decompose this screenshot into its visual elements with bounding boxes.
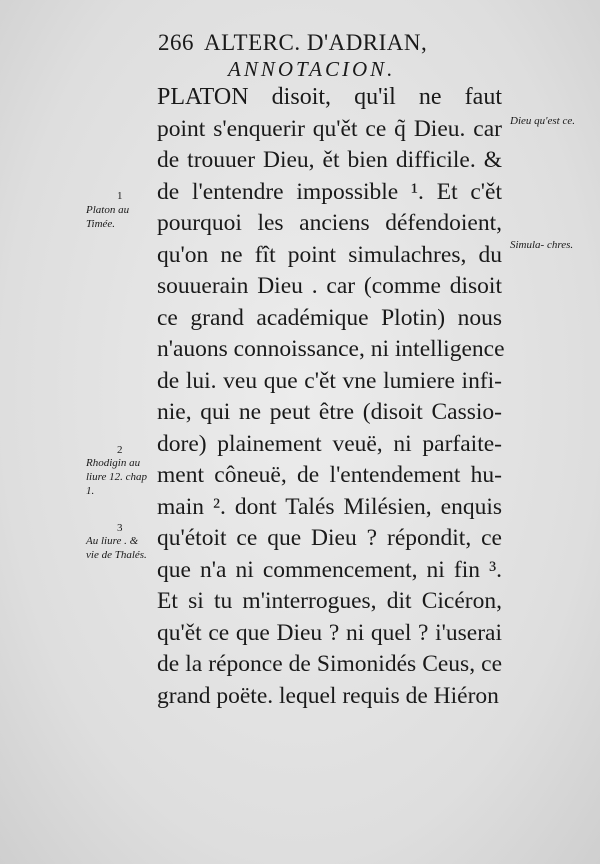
margin-note-left: Platon au Timée.: [86, 204, 130, 230]
text-line: de lui. veu que c'ět vne lumiere infi-: [157, 367, 502, 394]
note-number: 2: [117, 444, 123, 456]
text-line: PLATON disoit, qu'il ne faut: [157, 84, 502, 110]
text-line: nie, qui ne peut être (disoit Cassio-: [157, 399, 502, 425]
text-line: qu'on ne fît point simulachres, du: [157, 241, 502, 268]
text-line: que n'a ni commencement, ni fin ³.: [157, 556, 502, 583]
running-title: ALTERC. D'ADRIAN,: [204, 30, 428, 55]
margin-note-left: Rhodigin au liure 12. chap 1.: [86, 457, 147, 497]
page-number: 266: [158, 30, 194, 55]
margin-note-left: Au liure . & vie de Thalés.: [86, 535, 147, 561]
text-line: n'auons connoissance, ni intelligence: [157, 336, 505, 362]
margin-note-right: Simula- chres.: [510, 239, 574, 251]
section-title: ANNOTACION.: [228, 57, 396, 81]
margin-note-right: Dieu qu'est ce.: [510, 115, 575, 127]
text-line: qu'étoit ce que Dieu ? répondit, ce: [157, 525, 502, 551]
text-line: Et si tu m'interrogues, dit Cicéron,: [157, 588, 502, 614]
text-line: ment côneuë, de l'entendement hu-: [157, 462, 502, 488]
text-line: qu'ět ce que Dieu ? ni quel ? i'userai: [157, 619, 502, 646]
body-text: [157, 82, 505, 712]
text-line: main ². dont Talés Milésien, enquis: [157, 493, 502, 520]
text-line: de l'entendre impossible ¹. Et c'ět: [157, 178, 502, 205]
running-header: [158, 30, 508, 56]
text-line: grand poëte. lequel requis de Hiéron: [157, 682, 499, 709]
text-line: ce grand académique Plotin) nous: [157, 304, 502, 331]
text-line: de trouuer Dieu, ět bien difficile. &: [157, 147, 502, 173]
note-number: 1: [117, 190, 123, 202]
text-line: souuerain Dieu . car (comme disoit: [157, 273, 502, 299]
text-line: de la réponce de Simonidés Ceus, ce: [157, 651, 502, 677]
text-line: point s'enquerir qu'ět ce q̃ Dieu. car: [157, 115, 502, 142]
text-line: dore) plainement veuë, ni parfaite-: [157, 430, 502, 457]
note-number: 3: [117, 522, 123, 534]
text-line: pourquoi les anciens défendoient,: [157, 210, 502, 236]
